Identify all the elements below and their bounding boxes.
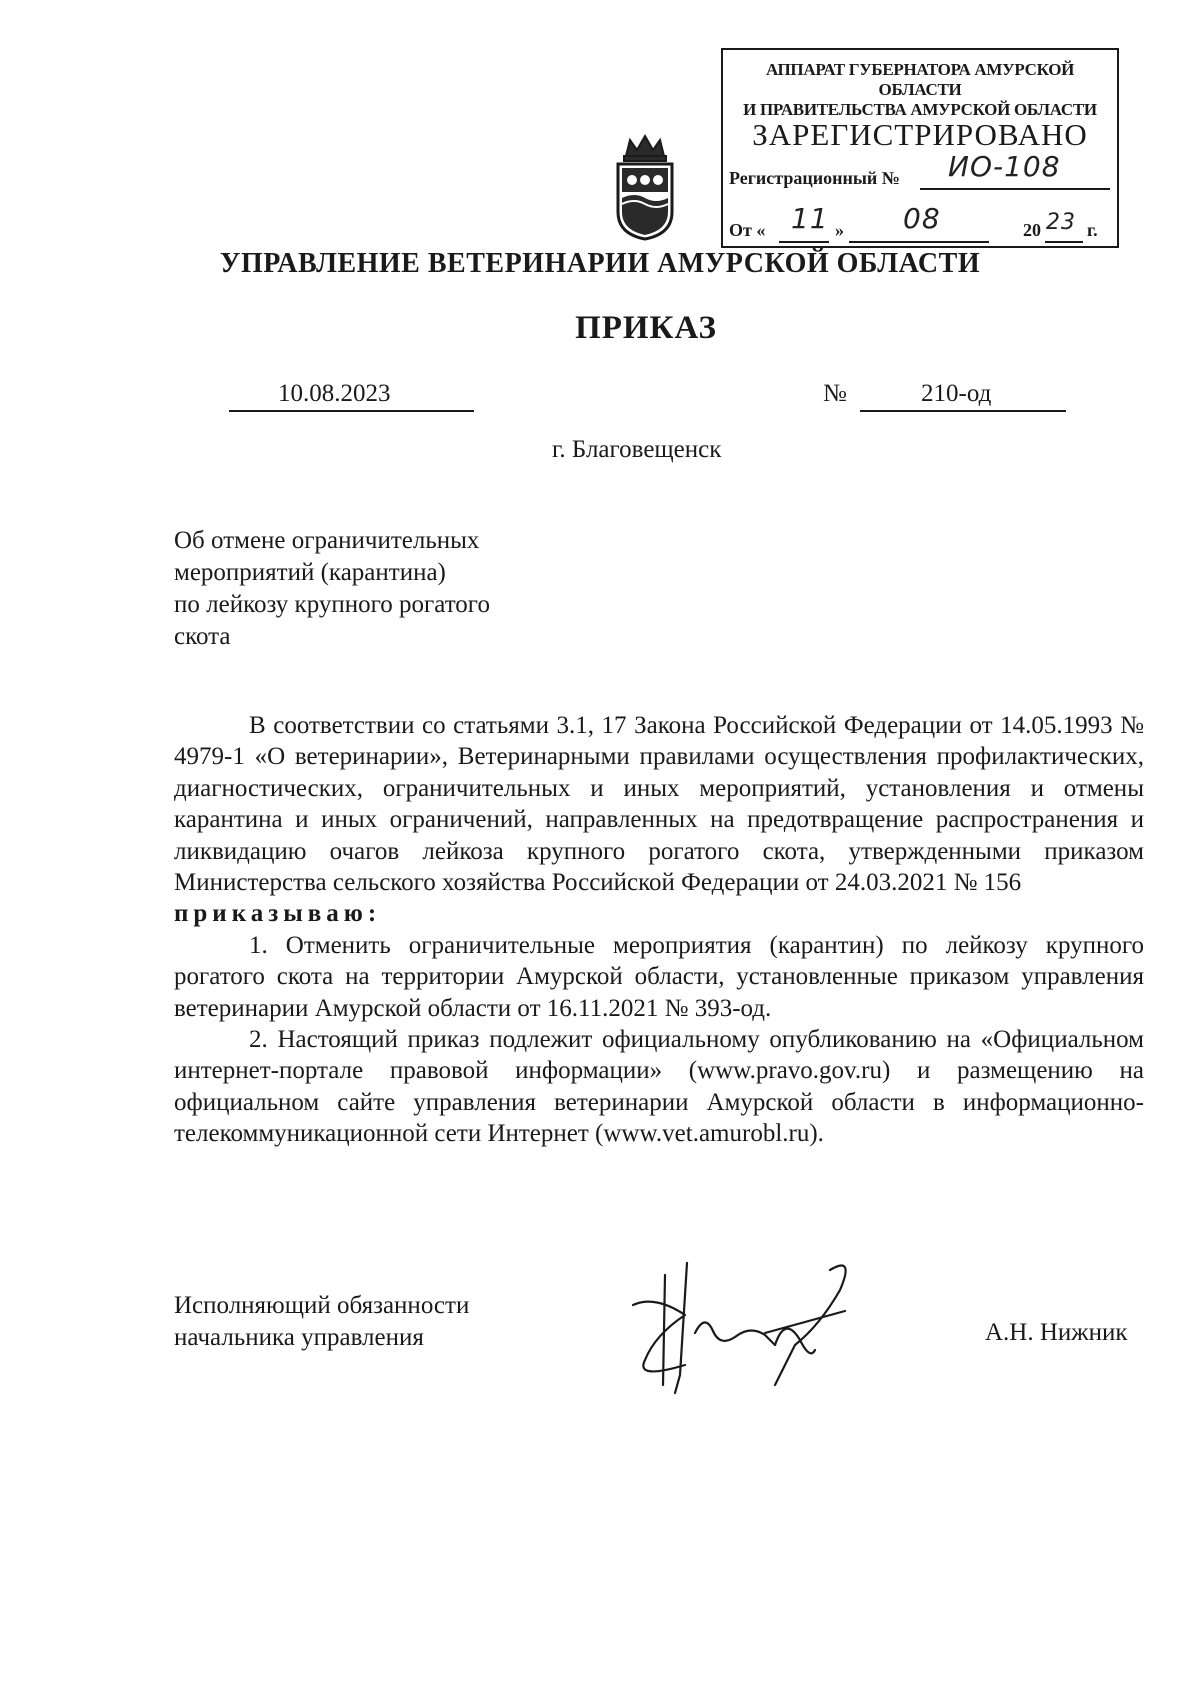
stamp-year-end: г. [1087,220,1098,240]
stamp-month-underline [849,241,989,243]
stamp-org-line2: И ПРАВИТЕЛЬСТВА АМУРСКОЙ ОБЛАСТИ [743,100,1097,119]
order-body [174,710,1144,1150]
document-type: ПРИКАЗ [575,310,717,346]
stamp-month: 08 [903,202,941,235]
stamp-year-prefix: 20 [1023,220,1041,240]
order-subject [174,525,594,653]
stamp-title: ЗАРЕГИСТРИРОВАНО [752,117,1088,152]
registration-stamp [721,48,1119,248]
date-underline [229,410,474,412]
order-number: 210-од [921,380,992,407]
position-line1: Исполняющий обязанности [174,1292,470,1319]
position-line2: начальника управления [174,1324,424,1351]
stamp-organization [723,60,1117,120]
order-number-label: № [823,380,847,407]
signatory-name: А.Н. Нижник [985,1319,1128,1346]
stamp-org-line1: АППАРАТ ГУБЕРНАТОРА АМУРСКОЙ ОБЛАСТИ [765,60,1075,99]
stamp-day-close: » [835,220,844,240]
stamp-reg-underline [920,188,1110,190]
stamp-reg-label: Регистрационный № [729,168,900,188]
order-item-1: 1. Отменить ограничительные мероприятия (карантин) по лейкозу крупного рогатого скота на территории Амурской области, установленные приказом управления ветеринарии Амурской области от 16.11.2021 № 393-од. [174,931,1144,1022]
preamble-paragraph: В соответствии со статьями 3.1, 17 Закона Российской Федерации от 14.05.1993 № 4979-1 «О ветеринарии», Ветеринарными правилами осуществления профилактических, диагностических, ограничительных и иных мероприятий, установления и отмены карантина и иных ограничений, направленных на предотвращение распространения и ликвидацию очагов лейкоза крупного рогатого скота, утвержденными приказом Министерства сельского хозяйства Российской Федерации от 24.03.2021 № 156 [174,712,1144,897]
stamp-year-suffix: 23 [1046,210,1076,235]
subject-line2: мероприятий (карантина) [174,559,446,586]
signatory-position [174,1290,469,1354]
stamp-reg-number: ИО-108 [948,150,1061,183]
stamp-day: 11 [791,202,829,235]
city: г. Благовещенск [552,436,722,463]
handwritten-signature [625,1255,855,1395]
subject-line1: Об отмене ограничительных [174,527,480,554]
order-date: 10.08.2023 [278,380,391,407]
coat-of-arms-emblem [606,132,684,242]
order-keyword: приказываю: [174,900,382,928]
number-underline [860,410,1066,412]
order-item-2: 2. Настоящий приказ подлежит официальному опубликованию на «Официальном интернет-портале правовой информации» (www.pravo.gov.ru) и размещению на официальном сайте управления ветеринарии Амурской области в информационно-телекоммуникационной сети Интернет (www.vet.amurobl.ru). [174,1026,1144,1148]
stamp-date-prefix: От « [729,220,766,240]
agency-name: УПРАВЛЕНИЕ ВЕТЕРИНАРИИ АМУРСКОЙ ОБЛАСТИ [219,248,981,279]
stamp-day-underline [779,241,829,243]
stamp-year-underline [1045,241,1083,243]
subject-line3: по лейкозу крупного рогатого [174,591,490,618]
subject-line4: скота [174,623,231,650]
